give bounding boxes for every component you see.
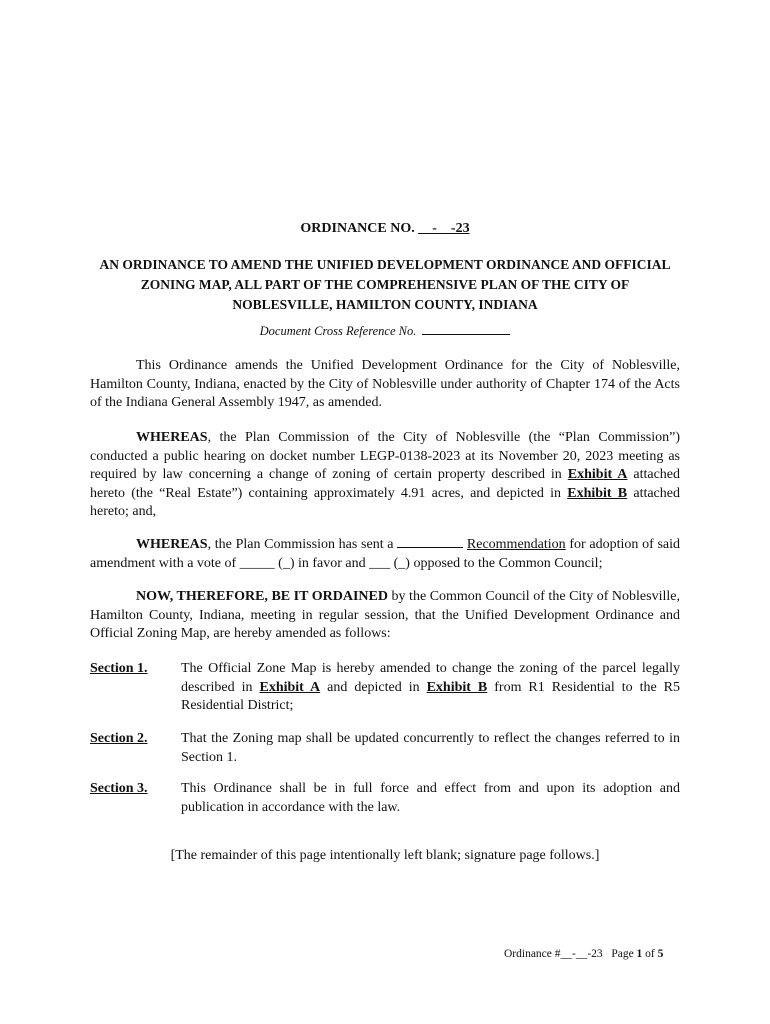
cross-reference-line — [0, 324, 770, 339]
footer-ordinance-ref: Ordinance #__-__-23 — [504, 948, 603, 960]
section-1-exhibit-b: Exhibit B — [426, 679, 488, 695]
now-therefore-paragraph — [90, 588, 680, 644]
footer-page-number: 1 — [636, 948, 643, 960]
section-1-exhibit-a: Exhibit A — [259, 679, 321, 695]
whereas-text-2b: for adoption of said amendment with a vote of _____ (_) in favor and ___ (_) opposed to the Common Council; — [90, 537, 681, 571]
footer-of-label: of — [642, 948, 658, 960]
section-2-text: That the Zoning map shall be updated concurrently to reflect the changes referred to in Section 1. — [181, 731, 680, 765]
whereas-text-1a: , the Plan Commission of the City of Noblesville (the “Plan Commission”) conducted a public hearing on docket number LEGP-0138-2023 at its November 20, 2023 meeting as required by law concerning a change of zoning of certain property described in — [90, 430, 680, 482]
section-1-label: Section 1. — [90, 661, 148, 676]
cross-reference-label: Document Cross Reference No. — [259, 324, 417, 338]
now-therefore-lead: NOW, THEREFORE, BE IT ORDAINED — [136, 589, 388, 604]
whereas-paragraph-2 — [90, 535, 680, 573]
whereas-lead-2: WHEREAS — [136, 537, 208, 552]
section-2-label: Section 2. — [90, 731, 148, 746]
ordinance-number: __-__-23 — [418, 221, 470, 236]
ordinance-title — [0, 221, 770, 237]
recommendation-label: Recommendation — [466, 537, 566, 552]
whereas-paragraph-1 — [90, 429, 680, 522]
section-3-text: This Ordinance shall be in full force and effect from and upon its adoption and publication in accordance with the law. — [181, 781, 680, 815]
remainder-note: [The remainder of this page intentionally left blank; signature page follows.] — [170, 848, 600, 863]
page-footer — [504, 948, 663, 960]
footer-page-label: Page — [611, 948, 637, 960]
section-1-text-b: and depicted in — [320, 679, 427, 695]
whereas-text-1c: attached hereto; and, — [90, 485, 680, 519]
whereas-lead-1: WHEREAS — [136, 430, 208, 445]
footer-page-total: 5 — [657, 948, 664, 960]
intro-paragraph — [90, 357, 680, 413]
now-therefore-text: by the Common Council of the City of Noblesville, Hamilton County, Indiana, meeting in regular session, that the Unified Development Ordinance and Official Zoning Map, are hereby amended as follows: — [90, 589, 680, 641]
exhibit-a-reference: Exhibit A — [567, 467, 628, 482]
intro-text: This Ordinance amends the Unified Development Ordinance for the City of Noblesville, Hamilton County, Indiana, enacted by the City of Noblesville under authority of Chapter 174 of the Acts of the Indiana General Assembly 1947, as amended. — [90, 358, 680, 410]
cross-reference-blank — [422, 334, 510, 335]
section-1-text-c: from R1 Residential to the R5 Residential District; — [181, 679, 680, 713]
ordinance-heading: AN ORDINANCE TO AMEND THE UNIFIED DEVELOPMENT ORDINANCE AND OFFICIAL ZONING MAP, ALL PART OF THE COMPREHENSIVE PLAN OF THE CITY OF NOBLESVILLE, HAMILTON COUNTY, INDIANA — [99, 257, 671, 312]
ordinance-title-prefix: ORDINANCE NO. — [300, 221, 419, 236]
exhibit-b-reference: Exhibit B — [567, 485, 628, 501]
section-3-label: Section 3. — [90, 781, 148, 796]
section-1-text-a: The Official Zone Map is hereby amended to change the zoning of the parcel legally described in — [181, 661, 680, 695]
recommendation-blank — [397, 535, 463, 548]
whereas-text-2a: , the Plan Commission has sent a — [207, 537, 398, 552]
whereas-text-1b: attached hereto (the “Real Estate”) containing approximately 4.91 acres, and depicted in — [90, 467, 681, 501]
section-1-text — [181, 660, 680, 716]
